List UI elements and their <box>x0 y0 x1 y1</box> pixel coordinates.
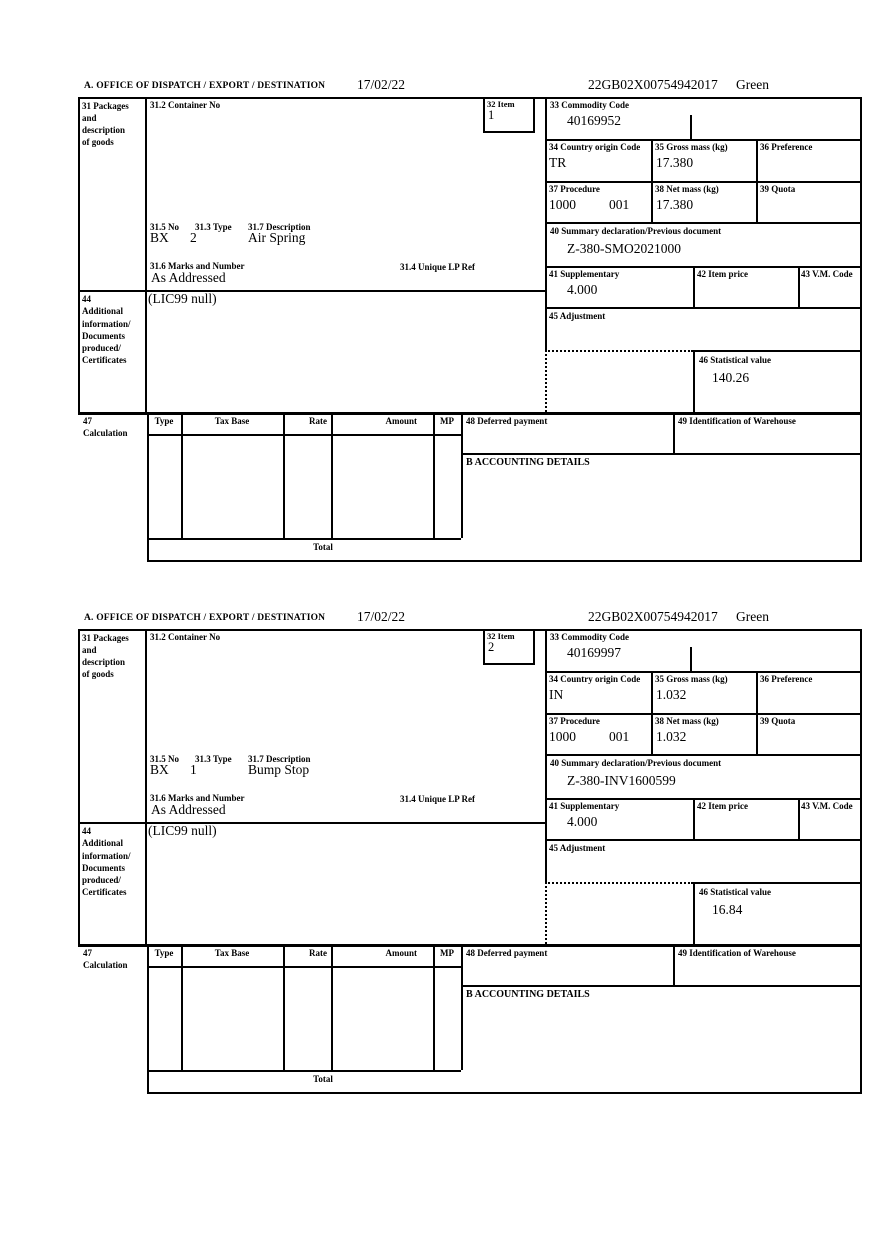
box45-adjustment-label: 45 Adjustment <box>549 311 606 321</box>
box42-item-price-label: 42 Item price <box>697 269 748 279</box>
box40-summary-declaration-label: 40 Summary declaration/Previous document <box>550 226 722 236</box>
form-top-border <box>78 629 862 631</box>
divider-line <box>693 266 695 307</box>
box41-supplementary-label: 41 Supplementary <box>549 801 620 811</box>
center-column-divider <box>545 629 547 882</box>
divider-line <box>545 181 862 183</box>
box38-net-mass-value: 17.380 <box>656 197 694 212</box>
divider-line <box>545 798 862 800</box>
box31-2-container-no-label: 31.2 Container No <box>150 100 221 110</box>
box32-item-label: 32 Item <box>487 631 515 641</box>
table-bottom-border <box>147 538 461 540</box>
declaration-item-copy <box>0 75 882 567</box>
divider-line <box>673 412 675 453</box>
table-right-border <box>461 944 463 1070</box>
box38-net-mass-label: 38 Net mass (kg) <box>655 716 719 726</box>
calc-col-tax-base-header: Tax Base <box>214 416 250 426</box>
pack-description-label: 31.7 Description <box>248 754 311 764</box>
box38-net-mass-value: 1.032 <box>656 729 687 744</box>
form-top-border <box>78 97 862 99</box>
box39-quota-label: 39 Quota <box>760 716 796 726</box>
divider-line <box>545 139 862 141</box>
dispatch-date: 17/02/22 <box>357 77 406 92</box>
item-box-bottom-border <box>483 131 535 133</box>
calc-col-mp-header: MP <box>440 416 454 426</box>
pack-no-value: BX <box>150 762 169 777</box>
table-header-underline <box>147 966 461 968</box>
box38-net-mass-label: 38 Net mass (kg) <box>655 184 719 194</box>
calculation-row-top-border <box>78 944 862 947</box>
box37-procedure-value-2: 001 <box>609 729 630 744</box>
box48-deferred-payment-label: 48 Deferred payment <box>466 416 548 426</box>
calc-col-rate-header: Rate <box>309 948 327 958</box>
commodity-code-tick <box>690 115 692 139</box>
item-box-left-border <box>483 97 485 131</box>
box41-supplementary-value: 4.000 <box>567 814 598 829</box>
divider-line <box>461 985 862 987</box>
box46-statistical-value: 140.26 <box>712 370 750 385</box>
box31-packages-label: 31 Packages and description of goods <box>82 101 129 147</box>
divider-line <box>545 266 862 268</box>
pack-type-label: 31.3 Type <box>195 754 232 764</box>
divider-line <box>798 798 800 839</box>
marks-and-number-value: As Addressed <box>151 270 226 285</box>
pack-no-value: BX <box>150 230 169 245</box>
table-left-border <box>147 412 149 560</box>
routing-status: Green <box>736 609 769 624</box>
unique-lp-ref-label: 31.4 Unique LP Ref <box>400 262 476 272</box>
box47-calculation-label: Calculation <box>83 428 128 438</box>
form-bottom-border <box>147 560 862 562</box>
divider-line <box>545 307 862 309</box>
table-column-divider <box>181 944 183 1070</box>
pack-description-label: 31.7 Description <box>248 222 311 232</box>
box42-item-price-label: 42 Item price <box>697 801 748 811</box>
table-column-divider <box>433 944 435 1070</box>
marks-and-number-value: As Addressed <box>151 802 226 817</box>
table-column-divider <box>331 944 333 1070</box>
box47-calculation-label: 47 <box>83 948 92 958</box>
dispatch-date: 17/02/22 <box>357 609 406 624</box>
table-bottom-border <box>147 1070 461 1072</box>
box37-procedure-label: 37 Procedure <box>549 184 600 194</box>
box36-preference-label: 36 Preference <box>760 674 813 684</box>
statistical-value-box-border <box>693 882 695 944</box>
dotted-divider-line <box>545 350 693 352</box>
calc-total-label: Total <box>313 542 333 552</box>
box46-statistical-value: 16.84 <box>712 902 743 917</box>
dotted-divider-line <box>545 882 547 944</box>
box44-additional-info-label: 44 Additional information/ Documents produced/ Certificates <box>82 826 131 898</box>
accounting-details-label: B ACCOUNTING DETAILS <box>466 989 590 1000</box>
box32-item-value: 1 <box>488 108 495 122</box>
routing-status: Green <box>736 77 769 92</box>
calc-col-type-header: Type <box>154 948 174 958</box>
box31-2-container-no-label: 31.2 Container No <box>150 632 221 642</box>
box36-preference-label: 36 Preference <box>760 142 813 152</box>
box32-item-value: 2 <box>488 640 495 654</box>
table-right-border <box>461 412 463 538</box>
calc-col-amount-header: Amount <box>385 416 417 426</box>
box40-summary-declaration-value: Z-380-INV1600599 <box>567 773 676 788</box>
calc-col-type-header: Type <box>154 416 174 426</box>
declaration-reference: 22GB02X00754942017 <box>588 77 718 92</box>
declaration-item-copy <box>0 607 882 1099</box>
table-left-border <box>147 944 149 1092</box>
box47-calculation-label: Calculation <box>83 960 128 970</box>
box40-summary-declaration-value: Z-380-SMO2021000 <box>567 241 681 256</box>
box32-item-label: 32 Item <box>487 99 515 109</box>
item-box-right-border <box>533 629 535 663</box>
divider-line <box>693 882 862 884</box>
box34-country-origin-value: TR <box>549 155 567 170</box>
divider-line <box>651 139 653 222</box>
office-of-dispatch-label: A. OFFICE OF DISPATCH / EXPORT / DESTINATION <box>84 613 326 623</box>
unique-lp-ref-label: 31.4 Unique LP Ref <box>400 794 476 804</box>
pack-no-label: 31.5 No <box>150 754 179 764</box>
table-column-divider <box>283 944 285 1070</box>
divider-line <box>693 798 695 839</box>
box33-commodity-code-value: 40169997 <box>567 645 621 660</box>
divider-line <box>798 266 800 307</box>
box34-country-origin-label: 34 Country origin Code <box>549 142 641 152</box>
table-column-divider <box>283 412 285 538</box>
calc-total-label: Total <box>313 1074 333 1084</box>
box44-additional-info-value: (LIC99 null) <box>148 823 217 838</box>
item-box-right-border <box>533 97 535 131</box>
box34-country-origin-value: IN <box>549 687 564 702</box>
divider-line <box>545 671 862 673</box>
table-header-underline <box>147 434 461 436</box>
marks-and-number-label: 31.6 Marks and Number <box>150 261 245 271</box>
box44-additional-info-value: (LIC99 null) <box>148 291 217 306</box>
box46-statistical-value-label: 46 Statistical value <box>699 887 771 897</box>
box37-procedure-value-1: 1000 <box>549 729 576 744</box>
statistical-value-box-border <box>693 350 695 412</box>
box37-procedure-value-2: 001 <box>609 197 630 212</box>
divider-line <box>545 222 862 224</box>
item-box-bottom-border <box>483 663 535 665</box>
box47-calculation-label: 47 <box>83 416 92 426</box>
accounting-details-label: B ACCOUNTING DETAILS <box>466 457 590 468</box>
divider-line <box>651 671 653 754</box>
divider-line <box>756 671 758 754</box>
pack-type-label: 31.3 Type <box>195 222 232 232</box>
box43-vm-code-label: 43 V.M. Code <box>801 801 853 811</box>
table-column-divider <box>433 412 435 538</box>
item-box-left-border <box>483 629 485 663</box>
pack-description-value: Bump Stop <box>248 762 310 777</box>
form-right-border <box>860 97 862 560</box>
box45-adjustment-label: 45 Adjustment <box>549 843 606 853</box>
marks-and-number-label: 31.6 Marks and Number <box>150 793 245 803</box>
table-column-divider <box>331 412 333 538</box>
box35-gross-mass-label: 35 Gross mass (kg) <box>655 674 728 684</box>
divider-line <box>693 350 862 352</box>
box33-commodity-code-label: 33 Commodity Code <box>550 100 629 110</box>
office-of-dispatch-label: A. OFFICE OF DISPATCH / EXPORT / DESTINATION <box>84 81 326 91</box>
box43-vm-code-label: 43 V.M. Code <box>801 269 853 279</box>
calc-col-rate-header: Rate <box>309 416 327 426</box>
label-column-divider <box>145 629 147 944</box>
box33-commodity-code-label: 33 Commodity Code <box>550 632 629 642</box>
divider-line <box>756 139 758 222</box>
calc-col-amount-header: Amount <box>385 948 417 958</box>
box44-additional-info-label: 44 Additional information/ Documents produced/ Certificates <box>82 294 131 366</box>
box37-procedure-value-1: 1000 <box>549 197 576 212</box>
declaration-reference: 22GB02X00754942017 <box>588 609 718 624</box>
divider-line <box>461 453 862 455</box>
box31-packages-label: 31 Packages and description of goods <box>82 633 129 679</box>
form-bottom-border <box>147 1092 862 1094</box>
divider-line <box>545 839 862 841</box>
box49-warehouse-label: 49 Identification of Warehouse <box>678 416 796 426</box>
calc-col-mp-header: MP <box>440 948 454 958</box>
pack-description-value: Air Spring <box>248 230 306 245</box>
box35-gross-mass-value: 17.380 <box>656 155 694 170</box>
divider-line <box>673 944 675 985</box>
dotted-divider-line <box>545 350 547 412</box>
box34-country-origin-label: 34 Country origin Code <box>549 674 641 684</box>
calc-col-tax-base-header: Tax Base <box>214 948 250 958</box>
commodity-code-tick <box>690 647 692 671</box>
box39-quota-label: 39 Quota <box>760 184 796 194</box>
box35-gross-mass-value: 1.032 <box>656 687 687 702</box>
calculation-row-top-border <box>78 412 862 415</box>
pack-type-value: 2 <box>190 230 197 245</box>
box49-warehouse-label: 49 Identification of Warehouse <box>678 948 796 958</box>
table-column-divider <box>181 412 183 538</box>
box41-supplementary-value: 4.000 <box>567 282 598 297</box>
box35-gross-mass-label: 35 Gross mass (kg) <box>655 142 728 152</box>
label-column-divider <box>145 97 147 412</box>
form-left-border <box>78 97 80 412</box>
pack-type-value: 1 <box>190 762 197 777</box>
box41-supplementary-label: 41 Supplementary <box>549 269 620 279</box>
box48-deferred-payment-label: 48 Deferred payment <box>466 948 548 958</box>
pack-no-label: 31.5 No <box>150 222 179 232</box>
box46-statistical-value-label: 46 Statistical value <box>699 355 771 365</box>
dotted-divider-line <box>545 882 693 884</box>
box37-procedure-label: 37 Procedure <box>549 716 600 726</box>
box40-summary-declaration-label: 40 Summary declaration/Previous document <box>550 758 722 768</box>
divider-line <box>545 713 862 715</box>
center-column-divider <box>545 97 547 350</box>
box33-commodity-code-value: 40169952 <box>567 113 621 128</box>
divider-line <box>545 754 862 756</box>
form-left-border <box>78 629 80 944</box>
form-right-border <box>860 629 862 1092</box>
